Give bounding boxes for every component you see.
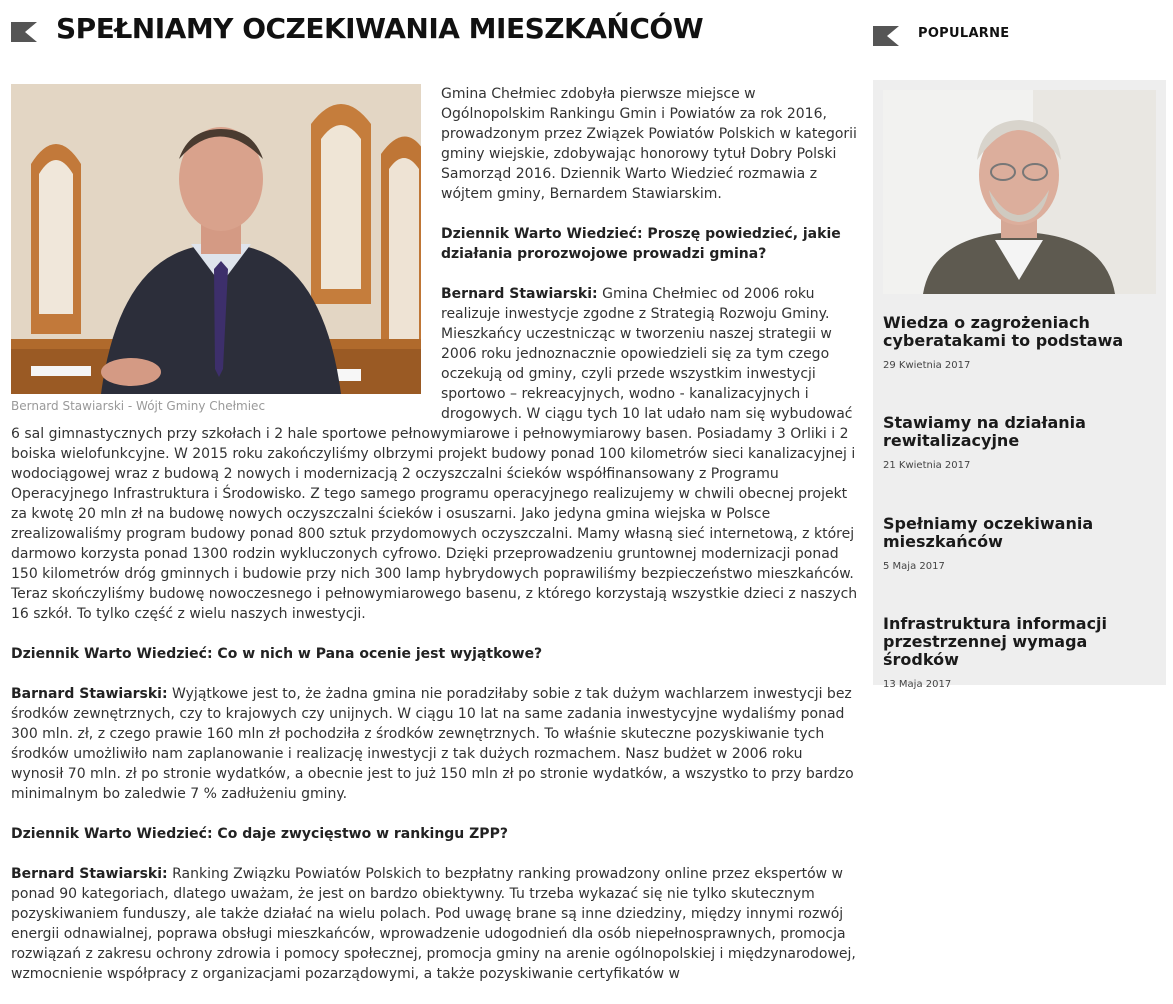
interview-question: Dziennik Warto Wiedzieć: Proszę powiedzieć, jakie działania prorozwojowe prowadzi gmina? <box>441 226 841 262</box>
interview-answer: Bernard Stawiarski: Gmina Chełmiec od 2006 roku realizuje inwestycje zgodne z Strategią Rozwoju Gminy. Mieszkańcy uczestnicząc w tworzeniu naszej strategii w 2006 roku jednoznacznie opowiedzieli się za tym czego oczekują od gminy, czyli przede wszystkim inwestycji sportowo – rekreacyjnych, wodno - kanalizacyjnych i drogowych. W ciągu tych 10 lat udało nam się wybudować 6 sal gimnastycznych przy szkołach i 2 hale sportowe pełnowymiarowe i pełnowymiarowy basen. Posiadamy 3 Orliki i 2 boiska wielofunkcyjne. W 2015 roku zakończyliśmy olbrzymi projekt budowy ponad 100 kilometrów sieci kanalizacyjnej i wodociągowej wraz z budową 2 nowych i modernizacją 2 oczyszczalni ścieków współfinansowany z Programu Operacyjnego Infrastruktura i Środowisko. Z tego samego programu operacyjnego realizujemy w chwili obecnej projekt za kwotę 20 mln zł na budowę nowych oczyszczalni ścieków i osuszarni. Jako jedyna gmina wiejska w Polsce zrealizowaliśmy program budowy ponad 800 sztuk przydomowych oczyszczalni. Mamy własną sieć internetową, z której darmowo korzysta ponad 1300 rodzin wykluczonych cyfrowo. Dzięki przeprowadzeniu gruntownej modernizacji ponad 150 kilometrów dróg gminnych i budowie przy nich 300 lamp hybrydowych poprawiliśmy bezpieczeństwo mieszkańców. Teraz skończyliśmy budowę nowoczesnego i pełnowymiarowego basenu, z którego korzystają wszystkie dzieci z naszych 16 szkół. To tylko część z wielu naszych inwestycji. <box>11 286 858 622</box>
interview-answer: Barnard Stawiarski: Wyjątkowe jest to, że żadna gmina nie poradziłaby sobie z tak dużym wachlarzem inwestycji bez środków zewnętrznych, czy to krajowych czy unijnych. W ciągu 10 lat na same zadania inwestycyjne wydaliśmy ponad 300 mln. zł, z czego prawie 160 mln zł pochodziła z środków zewnętrznych. To właśnie skuteczne pozyskiwanie tych środków umożliwiło nam zaplanowanie i realizację inwestycji z tak dużych rozmachem. Nasz budżet w 2006 roku wynosił 70 mln. zł po stronie wydatków, a obecnie jest to już 150 mln zł po stronie wydatków, a wszystko to przy bardzo minimalnym bo zaledwie 7 % zadłużeniu gminy. <box>11 686 854 802</box>
speaker-name: Barnard Stawiarski: <box>11 686 168 702</box>
title-flag-icon <box>11 22 37 42</box>
popular-item-title[interactable]: Wiedza o zagrożeniach cyberatakami to podstawa <box>883 313 1124 350</box>
article-lead: Gmina Chełmiec zdobyła pierwsze miejsce w Ogólnopolskim Rankingu Gmin i Powiatów za rok 2016, prowadzonym przez Związek Powiatów Polskich w kategorii gminy wiejskie, zdobywając honorowy tytuł Dobry Polski Samorząd 2016. Dziennik Warto Wiedzieć rozmawia z wójtem gminy, Bernardem Stawiarskim. <box>441 86 857 202</box>
popular-item-date: 5 Maja 2017 <box>883 561 945 572</box>
popular-item-title[interactable]: Spełniamy oczekiwania mieszkańców <box>883 514 1094 551</box>
page-title: SPEŁNIAMY OCZEKIWANIA MIESZKAŃCÓW <box>56 12 704 45</box>
interview-question: Dziennik Warto Wiedzieć: Co daje zwycięstwo w rankingu ZPP? <box>11 826 508 842</box>
popular-item[interactable] <box>883 515 1158 572</box>
sidebar-flag-icon <box>873 26 899 46</box>
article-body <box>11 84 859 1004</box>
article-photo[interactable] <box>11 84 421 394</box>
popular-item-date: 21 Kwietnia 2017 <box>883 460 971 471</box>
popular-photo-illustration <box>883 90 1156 294</box>
popular-item-title[interactable]: Infrastruktura informacji przestrzennej wymaga środków <box>883 614 1108 669</box>
popular-sidebar <box>873 80 1166 690</box>
speaker-name: Bernard Stawiarski: <box>441 286 598 302</box>
interview-question: Dziennik Warto Wiedzieć: Co w nich w Pana ocenie jest wyjątkowe? <box>11 646 543 662</box>
popular-item-title[interactable]: Stawiamy na działania rewitalizacyjne <box>883 413 1086 450</box>
popular-item-date: 13 Maja 2017 <box>883 679 952 690</box>
popular-item[interactable] <box>883 414 1158 471</box>
speaker-name: Bernard Stawiarski: <box>11 866 168 882</box>
popular-item[interactable] <box>883 615 1158 690</box>
popular-photo[interactable] <box>883 90 1156 294</box>
photo-caption: Bernard Stawiarski - Wójt Gminy Chełmiec <box>11 399 266 413</box>
article-figure <box>11 84 421 414</box>
popular-item[interactable] <box>883 314 1158 371</box>
popular-item-date: 29 Kwietnia 2017 <box>883 360 971 371</box>
sidebar-heading: POPULARNE <box>918 26 1010 41</box>
interview-answer: Bernard Stawiarski: Ranking Związku Powiatów Polskich to bezpłatny ranking prowadzony online przez ekspertów w ponad 90 kategoriach, dlatego uważam, że jest on bardzo obiektywny. Tu trzeba wykazać się nie tylko skutecznym pozyskiwaniem funduszy, ale także działać na wielu polach. Pod uwagę brane są inne dziedziny, między innymi rozwój energii odnawialnej, poprawa obsługi mieszkańców, wprowadzenie udogodnień dla osób niepełnosprawnych, promocja rozwiązań z zakresu ochrony zdrowia i pomocy społecznej, promocja gminy na arenie ogólnopolskiej i międzynarodowej, wzmocnienie współpracy z organizacjami pozarządowymi, a także pozyskiwanie certyfikatów w <box>11 866 856 982</box>
mayor-photo-illustration <box>11 84 421 394</box>
